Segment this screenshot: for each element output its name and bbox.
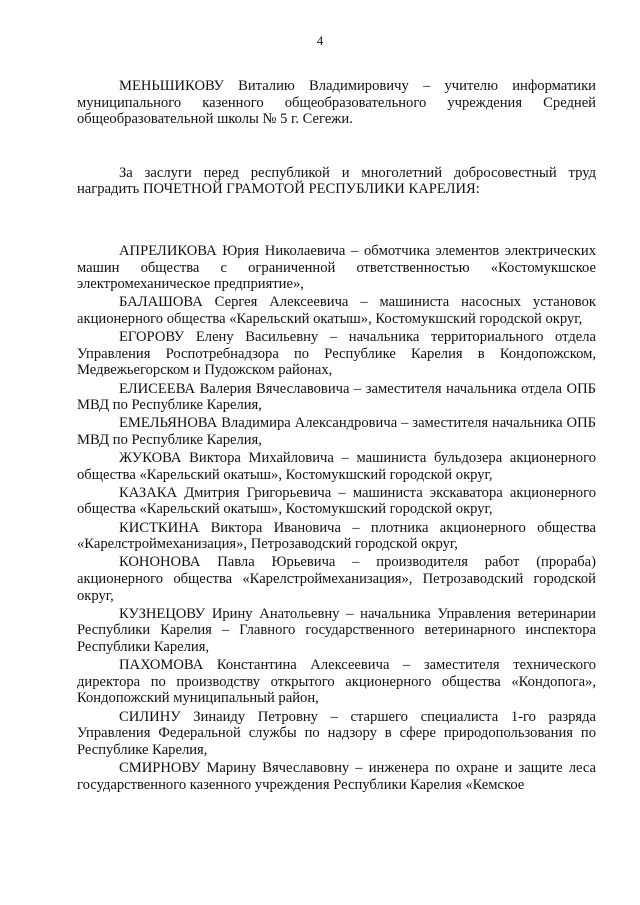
awardee-list xyxy=(77,243,596,793)
awardee-entry: КУЗНЕЦОВУ Ирину Анатольевну – начальника Управления ветеринарии Республики Карелия – Главного государственного ветеринарного инспектора Республики Карелия, xyxy=(77,605,596,655)
award-entry-menshikov: МЕНЬШИКОВУ Виталию Владимировичу – учителю информатики муниципального казенного общеобразовательного учреждения Средней общеобразовательной школы № 5 г. Сегежи. xyxy=(77,78,596,128)
awardee-entry: СИЛИНУ Зинаиду Петровну – старшего специалиста 1-го разряда Управления Федеральной службы по надзору в сфере природопользования по Республике Карелия, xyxy=(77,708,596,758)
spacer xyxy=(77,128,596,165)
awardee-entry: ПАХОМОВА Константина Алексеевича – заместителя технического директора по производству открытого акционерного общества «Кондопога», Кондопожский муниципальный район, xyxy=(77,657,596,707)
awardee-entry: КОНОНОВА Павла Юрьевича – производителя работ (прораба) акционерного общества «Карелстроймеханизация», Петрозаводский городской округ, xyxy=(77,554,596,604)
awardee-entry: БАЛАШОВА Сергея Алексеевича – машиниста насосных установок акционерного общества «Карельский окатыш», Костомукшский городской округ, xyxy=(77,294,596,327)
awardee-entry: ЕМЕЛЬЯНОВА Владимира Александровича – заместителя начальника ОПБ МВД по Республике Карелия, xyxy=(77,415,596,448)
awardee-entry: КИСТКИНА Виктора Ивановича – плотника акционерного общества «Карелстроймеханизация», Петрозаводский городской округ, xyxy=(77,519,596,553)
spacer xyxy=(77,198,596,243)
awardee-entry: ЕЛИСЕЕВА Валерия Вячеславовича – заместителя начальника отдела ОПБ МВД по Республике Карелия, xyxy=(77,380,596,414)
document-body xyxy=(77,78,596,795)
awardee-entry: СМИРНОВУ Марину Вячеславовну – инженера по охране и защите леса государственного казенного учреждения Республики Карелия «Кемское xyxy=(77,759,596,793)
awardee-entry: ЕГОРОВУ Елену Васильевну – начальника территориального отдела Управления Роспотребнадзора по Республике Карелия в Кондопожском, Медвежьегорском и Пудожском районах, xyxy=(77,329,596,379)
decree-paragraph: За заслуги перед республикой и многолетний добросовестный труд наградить ПОЧЕТНОЙ ГРАМОТОЙ РЕСПУБЛИКИ КАРЕЛИЯ: xyxy=(77,164,596,198)
awardee-entry: КАЗАКА Дмитрия Григорьевича – машиниста экскаватора акционерного общества «Карельский окатыш», Костомукшский городской округ, xyxy=(77,484,596,518)
awardee-entry: ЖУКОВА Виктора Михайловича – машиниста бульдозера акционерного общества «Карельский окатыш», Костомукшский городской округ, xyxy=(77,450,596,483)
awardee-entry: АПРЕЛИКОВА Юрия Николаевича – обмотчика элементов электрических машин общества с ограниченной ответственностью «Костомукшское электромеханическое предприятие», xyxy=(77,242,596,293)
page-number: 4 xyxy=(316,33,324,48)
